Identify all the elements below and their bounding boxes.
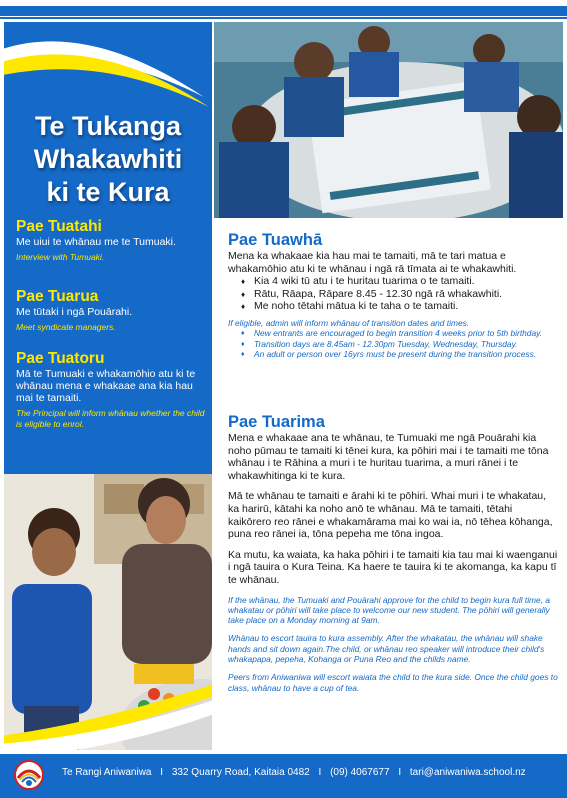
title-line-2: Whakawhiti — [33, 144, 183, 174]
english-note: Whānau to escort tauira to kura assembly. After the whakatau, the whānau will shake hands and sit down again.The child, or whānau reo speaker will introduce their child's whakapapa, pepeha, Kohanga or Puna Reo and the childs name. — [228, 633, 545, 665]
list-item: ♦ Kia 4 wiki tū atu i te huritau tuarima o te tamaiti. — [228, 275, 558, 288]
phone: (09) 4067677 — [330, 767, 390, 778]
address: 332 Quarry Road, Kaitaia 0482 — [171, 767, 310, 778]
left-panel — [4, 22, 212, 474]
step-tuatoru — [16, 350, 208, 429]
step-body: Me tūtaki i ngā Pouārahi. — [16, 306, 133, 318]
section-paragraph: Ka mutu, ka waiata, ka haka pōhiri i te tamaiti kia tau mai ki waenganui i ngā tauira o Kura Teina. Ka haere te tauira ki te akomanga, ka kapu tī te whānau. — [228, 548, 558, 586]
section-tuawha — [228, 230, 558, 359]
bullet-list — [228, 275, 558, 313]
list-item: ♦ Rātu, Rāapa, Rāpare 8.45 - 12.30 ngā rā whakawhiti. — [228, 288, 558, 301]
section-paragraph: Mena e whakaae ana te whānau, te Tumuaki me ngā Pouārahi kia noho pūmau te tamaiti ki tēnei kura, ka pōhiri mai i te tamaiti me tōna whānau i te Rāhina a muri i te huritau tuarima, a muri rānei i te whakawhitinga ki te kura. — [228, 432, 549, 482]
step-note: The Principal will inform whānau whether the child is eligible to enrol. — [16, 408, 205, 429]
english-bullet-list — [228, 328, 558, 359]
separator: I — [160, 767, 164, 778]
title-line-1: Te Tukanga — [34, 111, 182, 141]
section-body: Mena ka whakaae kia hau mai te tamaiti, mā te tari matua e whakamōhio atu ki te whānau i ngā rā tīmata ai te whakawhiti. — [228, 250, 517, 275]
step-body: Mā te Tumuaki e whakamōhio atu ki te whānau mena e whakaae ana kia hau mai te tamaiti. — [16, 368, 196, 404]
step-heading: Pae Tuarua — [16, 288, 99, 305]
swoosh-decoration — [4, 22, 212, 122]
list-item: ♦ Transition days are 8.45am - 12.30pm Tuesday, Wednesday, Thursday. — [228, 339, 558, 349]
page-title — [4, 110, 212, 209]
footer-bar — [0, 754, 567, 798]
section-paragraph: Mā te whānau te tamaiti e ārahi ki te pōhiri. Whai muri i te whakatau, ka harirū, kātahi ka noho anō te whānau. Mā te tamaiti, tētahi kaikōrero reo rānei e whakamārama mai ko wai ia, nō tēhea kōhanga, puna reo rānei ia, tōna pepeha me tōna ingoa. — [228, 490, 553, 541]
step-tuarua — [16, 288, 208, 333]
step-tuatahi — [16, 218, 208, 263]
photo-teacher-child — [4, 474, 212, 750]
footer-contact — [62, 767, 532, 778]
top-banner-stripe — [0, 0, 567, 20]
school-logo-icon — [14, 760, 44, 790]
list-item: ♦ An adult or person over 16yrs must be present during the transition process. — [228, 349, 558, 359]
step-body: Me uiui te whānau me te Tumuaki. — [16, 236, 176, 248]
section-tuarima — [228, 412, 558, 693]
section-heading: Pae Tuarima — [228, 413, 325, 431]
school-name: Te Rangi Aniwaniwa — [62, 767, 152, 778]
english-note: Peers from Aniwaniwa will escort waiata the child to the kura side. Once the child goes to class, whānau to have a cup of tea. — [228, 672, 558, 693]
step-heading: Pae Tuatahi — [16, 218, 102, 235]
separator: I — [398, 767, 402, 778]
english-note: If eligible, admin will inform whānau of transition dates and times. — [228, 317, 470, 328]
list-item: ♦ New entrants are encouraged to begin transition 4 weeks prior to 5th birthday. — [228, 328, 558, 338]
email-link[interactable]: tari@aniwaniwa.school.nz — [409, 767, 526, 778]
step-note: Interview with Tumuaki. — [16, 252, 105, 262]
step-heading: Pae Tuatoru — [16, 350, 105, 367]
list-item: ♦ Me noho tētahi mātua ki te taha o te tamaiti. — [228, 300, 558, 313]
english-note: If the whānau, the Tumuaki and Pouārahi approve for the child to begin kura full time, a whakatau or pōhiri will take place to welcome our new student. The pōhiri will generally take place on a Monday morning at 9am. — [228, 594, 551, 626]
separator: I — [318, 767, 322, 778]
title-line-3: ki te Kura — [46, 177, 170, 207]
photo-children-puzzle — [214, 22, 563, 218]
section-heading: Pae Tuawhā — [228, 231, 323, 249]
step-note: Meet syndicate managers. — [16, 322, 116, 332]
